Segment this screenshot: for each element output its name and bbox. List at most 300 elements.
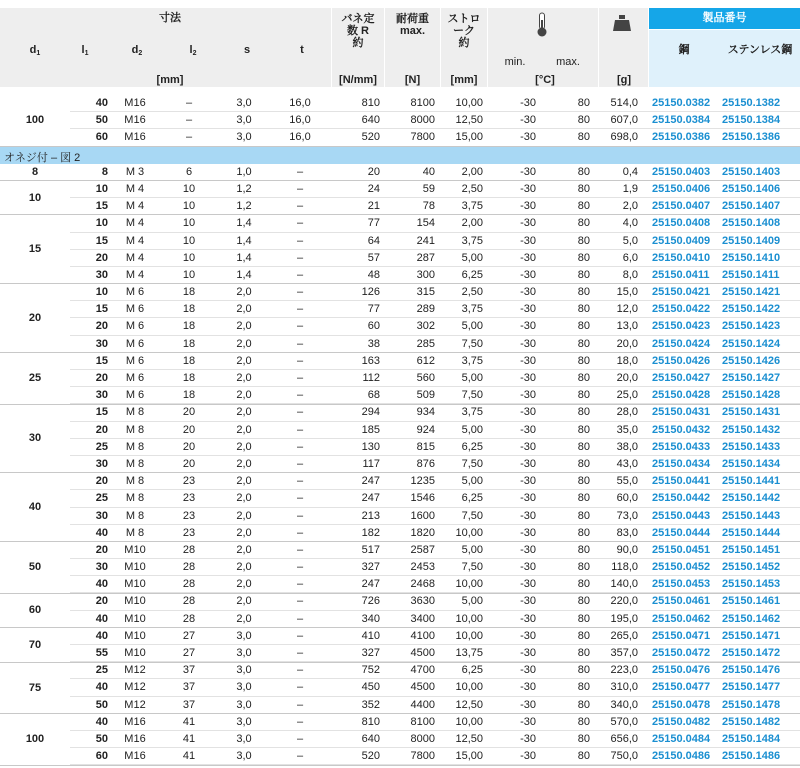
cell-F: 1820 [410, 526, 435, 539]
cell-l2: 18 [182, 354, 196, 367]
cell-tmin: -30 [520, 114, 536, 127]
header-divider [598, 8, 599, 87]
stainless-part-number-link[interactable]: 25150.1432 [722, 423, 781, 436]
cell-F: 287 [416, 251, 435, 264]
group-divider [0, 713, 800, 714]
steel-part-number-link[interactable]: 25150.0486 [652, 750, 711, 763]
group-divider [0, 283, 800, 284]
cell-F: 315 [416, 286, 435, 299]
cell-R: 247 [361, 492, 380, 505]
cell-t: – [296, 732, 304, 745]
cell-d2: M 3 [125, 165, 145, 178]
cell-st: 7,50 [461, 337, 483, 350]
stainless-part-number-link[interactable]: 25150.1428 [722, 389, 781, 402]
cell-R: 520 [361, 750, 380, 763]
col-d1-header: $d_1$ [29, 44, 41, 57]
steel-part-number-link[interactable]: 25150.0441 [652, 475, 711, 488]
steel-part-number-link[interactable]: 25150.0406 [652, 182, 711, 195]
stainless-part-number-link[interactable]: 25150.1478 [722, 698, 781, 711]
cell-tmin: -30 [520, 200, 536, 213]
cell-R: 60 [367, 320, 380, 333]
cell-l1: 40 [95, 629, 108, 642]
steel-part-number-link[interactable]: 25150.0453 [652, 578, 711, 591]
steel-part-number-link[interactable]: 25150.0426 [652, 354, 711, 367]
cell-tmin: -30 [520, 629, 536, 642]
cell-g: 118,0 [611, 561, 638, 574]
cell-st: 7,50 [461, 561, 483, 574]
cell-g: 18,0 [616, 354, 638, 367]
cell-d2: M 6 [125, 320, 145, 333]
cell-st: 2,00 [461, 217, 483, 230]
steel-part-number-link[interactable]: 25150.0433 [652, 440, 711, 453]
cell-tmax: 80 [577, 320, 590, 333]
cell-st: 5,00 [461, 423, 483, 436]
cell-F: 612 [416, 354, 435, 367]
cell-l1: 30 [95, 337, 108, 350]
cell-R: 640 [361, 732, 380, 745]
stainless-part-number-link[interactable]: 25150.1407 [722, 200, 781, 213]
cell-st: 6,25 [461, 268, 483, 281]
cell-R: 126 [361, 286, 380, 299]
steel-part-number-link[interactable]: 25150.0382 [652, 97, 711, 109]
cell-t: – [296, 320, 304, 333]
cell-t: 16,0 [289, 97, 311, 109]
cell-st: 10,00 [455, 578, 483, 591]
cell-F: 924 [416, 423, 435, 436]
cell-d2: M 4 [125, 234, 145, 247]
steel-part-number-link[interactable]: 25150.0424 [652, 337, 711, 350]
steel-part-number-link[interactable]: 25150.0428 [652, 389, 711, 402]
cell-tmax: 80 [577, 595, 590, 608]
cell-g: 570,0 [610, 715, 638, 728]
cell-F: 1235 [410, 475, 435, 488]
group-divider [0, 180, 800, 181]
table-row [0, 456, 800, 473]
cell-t: – [296, 268, 304, 281]
cell-tmin: -30 [520, 698, 536, 711]
cell-t: – [296, 200, 304, 213]
cell-g: 90,0 [616, 543, 638, 556]
steel-part-number-link[interactable]: 25150.0423 [652, 320, 711, 333]
stainless-part-number-link[interactable]: 25150.1471 [722, 629, 781, 642]
stainless-part-number-link[interactable]: 25150.1443 [722, 509, 781, 522]
cell-tmin: -30 [520, 234, 536, 247]
stainless-part-number-link[interactable]: 25150.1426 [722, 354, 781, 367]
stainless-part-number-link[interactable]: 25150.1484 [722, 732, 781, 745]
cell-s: 3,0 [236, 750, 252, 763]
cell-l1: 20 [95, 475, 108, 488]
steel-part-number-link[interactable]: 25150.0431 [652, 406, 711, 419]
cell-l2: 18 [182, 372, 196, 384]
cell-g: 15,0 [616, 286, 638, 299]
cell-l2: 23 [182, 492, 196, 505]
steel-part-number-link[interactable]: 25150.0422 [652, 303, 711, 316]
cell-t: – [296, 612, 304, 625]
cell-t: – [296, 629, 304, 642]
cell-l2: 23 [182, 526, 196, 539]
steel-part-number-link[interactable]: 25150.0407 [652, 200, 711, 213]
cell-d2: M16 [124, 750, 146, 763]
steel-part-number-link[interactable]: 25150.0472 [652, 647, 711, 659]
cell-l1: 8 [101, 165, 108, 178]
cell-l1: 20 [95, 423, 108, 436]
cell-F: 8100 [410, 97, 435, 109]
steel-part-number-link[interactable]: 25150.0403 [652, 165, 711, 178]
cell-tmin: -30 [520, 389, 536, 402]
cell-g: 83,0 [616, 526, 638, 539]
cell-tmax: 80 [577, 337, 590, 350]
cell-d2: M10 [124, 561, 146, 574]
stainless-part-number-link[interactable]: 25150.1441 [722, 475, 781, 488]
cell-t: – [296, 526, 304, 539]
group-divider [0, 662, 800, 663]
cell-s: 2,0 [236, 578, 252, 591]
table-row [0, 181, 800, 198]
stainless-part-number-link[interactable]: 25150.1482 [722, 715, 781, 728]
cell-tmax: 80 [577, 681, 590, 694]
cell-F: 509 [416, 389, 435, 402]
col-s-header: s [243, 44, 251, 56]
table-row [0, 645, 800, 662]
cell-d2: M16 [124, 97, 146, 109]
cell-F: 154 [416, 217, 435, 230]
cell-R: 726 [361, 595, 380, 608]
cell-l2: 18 [182, 303, 196, 316]
stainless-part-number-link[interactable]: 25150.1403 [722, 165, 781, 178]
stainless-part-number-link[interactable]: 25150.1406 [722, 182, 781, 195]
d1-group-label: 30 [0, 405, 70, 473]
cell-l1: 55 [95, 647, 108, 659]
cell-d2: M10 [124, 578, 146, 591]
table-row [0, 628, 800, 645]
d1-group-label: 100 [0, 95, 70, 146]
stainless-part-number-link[interactable]: 25150.1384 [722, 114, 781, 127]
cell-l1: 25 [95, 492, 108, 505]
cell-g: 73,0 [616, 509, 638, 522]
cell-s: 1,4 [236, 268, 252, 281]
steel-part-number-link[interactable]: 25150.0384 [652, 114, 711, 127]
cell-l1: 30 [95, 561, 108, 574]
cell-st: 15,00 [455, 750, 483, 763]
cell-d2: M 8 [125, 526, 145, 539]
cell-st: 6,25 [461, 664, 483, 677]
cell-s: 2,0 [236, 354, 252, 367]
cell-F: 59 [422, 182, 435, 195]
cell-t: – [296, 698, 304, 711]
cell-tmin: -30 [520, 595, 536, 608]
cell-g: 750,0 [610, 750, 638, 763]
steel-part-number-link[interactable]: 25150.0452 [652, 561, 711, 574]
stainless-part-number-link[interactable]: 25150.1486 [722, 750, 781, 763]
steel-part-number-link[interactable]: 25150.0411 [652, 268, 710, 281]
cell-l1: 50 [95, 698, 108, 711]
cell-g: 25,0 [616, 389, 638, 402]
cell-s: 2,0 [236, 286, 252, 299]
cell-tmin: -30 [520, 647, 536, 659]
steel-part-number-link[interactable]: 25150.0476 [652, 664, 711, 677]
cell-s: 2,0 [236, 423, 252, 436]
cell-tmax: 80 [577, 182, 590, 195]
cell-s: 1,4 [236, 217, 252, 230]
table-row [0, 404, 800, 421]
stroke-unit: [mm] [450, 74, 478, 86]
cell-R: 182 [361, 526, 380, 539]
cell-st: 2,50 [461, 182, 483, 195]
cell-st: 5,00 [461, 475, 483, 488]
stainless-part-number-link[interactable]: 25150.1462 [722, 612, 781, 625]
cell-R: 520 [361, 131, 380, 144]
cell-st: 12,50 [455, 732, 483, 745]
cell-l1: 10 [95, 182, 108, 195]
col-t-header: t [300, 44, 304, 56]
cell-R: 48 [367, 268, 380, 281]
cell-t: – [296, 354, 304, 367]
steel-part-number-link[interactable]: 25150.0482 [652, 715, 711, 728]
cell-l2: – [185, 131, 193, 144]
stainless-part-number-link[interactable]: 25150.1409 [722, 234, 781, 247]
cell-tmax: 80 [577, 664, 590, 677]
col-l2-header: $l_2$ [189, 44, 197, 57]
temp-min-label: min. [504, 56, 526, 68]
cell-t: – [296, 492, 304, 505]
cell-t: – [296, 234, 304, 247]
cell-st: 2,00 [461, 165, 483, 178]
cell-R: 327 [361, 561, 380, 574]
cell-g: 656,0 [610, 732, 638, 745]
stainless-part-number-link[interactable]: 25150.1410 [722, 251, 781, 264]
spring-rate-header: バネ定 数 R 約 [341, 13, 375, 49]
stainless-part-number-link[interactable]: 25150.1461 [722, 595, 781, 608]
cell-d2: M10 [124, 647, 146, 659]
cell-tmax: 80 [577, 715, 590, 728]
d1-group-label: 60 [0, 594, 70, 627]
steel-part-number-link[interactable]: 25150.0427 [652, 372, 711, 384]
cell-t: – [296, 182, 304, 195]
cell-d2: M 6 [125, 372, 145, 384]
cell-l1: 20 [95, 372, 108, 384]
cell-d2: M10 [124, 543, 146, 556]
cell-d2: M 6 [125, 303, 145, 316]
stainless-part-number-link[interactable]: 25150.1476 [722, 664, 781, 677]
table-row [0, 490, 800, 507]
cell-l1: 10 [95, 217, 108, 230]
cell-tmax: 80 [577, 492, 590, 505]
cell-R: 112 [362, 372, 380, 384]
steel-part-number-link[interactable]: 25150.0471 [652, 629, 711, 642]
cell-s: 2,0 [236, 440, 252, 453]
cell-l1: 20 [95, 595, 108, 608]
stainless-part-number-link[interactable]: 25150.1422 [722, 303, 781, 316]
cell-l2: 10 [182, 268, 196, 281]
cell-tmin: -30 [520, 664, 536, 677]
stainless-part-number-link[interactable]: 25150.1434 [722, 457, 781, 470]
cell-tmax: 80 [577, 97, 590, 109]
cell-tmin: -30 [520, 543, 536, 556]
cell-t: – [296, 543, 304, 556]
table-row [0, 697, 800, 714]
stainless-part-number-link[interactable]: 25150.1427 [722, 372, 781, 384]
stainless-part-number-link[interactable]: 25150.1452 [722, 561, 781, 574]
cell-F: 289 [416, 303, 435, 316]
cell-d2: M10 [124, 595, 146, 608]
cell-g: 220,0 [610, 595, 638, 608]
d1-group-label: 75 [0, 663, 70, 714]
cell-st: 7,50 [461, 389, 483, 402]
cell-l2: 10 [182, 234, 196, 247]
cell-l2: 20 [182, 423, 196, 436]
d1-group-label: 25 [0, 353, 70, 404]
cell-t: – [296, 286, 304, 299]
group-divider [0, 472, 800, 473]
stainless-header: ステンレス鋼 [727, 44, 793, 56]
steel-part-number-link[interactable]: 25150.0477 [652, 681, 711, 694]
cell-F: 7800 [410, 131, 435, 144]
cell-tmax: 80 [577, 114, 590, 127]
cell-g: 607,0 [610, 114, 638, 127]
cell-d2: M 4 [125, 217, 145, 230]
stainless-part-number-link[interactable]: 25150.1424 [722, 337, 781, 350]
cell-l2: 23 [182, 475, 196, 488]
cell-l2: 27 [182, 647, 196, 659]
d1-group-label: 40 [0, 473, 70, 541]
cell-d2: M 4 [125, 200, 145, 213]
cell-d2: M 6 [125, 354, 145, 367]
stainless-part-number-link[interactable]: 25150.1453 [722, 578, 781, 591]
cell-tmin: -30 [520, 475, 536, 488]
cell-s: 2,0 [236, 475, 252, 488]
stainless-part-number-link[interactable]: 25150.1386 [722, 131, 781, 144]
cell-R: 410 [361, 629, 380, 642]
steel-part-number-link[interactable]: 25150.0434 [652, 457, 711, 470]
steel-part-number-link[interactable]: 25150.0421 [652, 286, 711, 299]
cell-s: 3,0 [236, 681, 252, 694]
cell-t: 16,0 [289, 114, 311, 127]
cell-g: 0,4 [622, 165, 638, 178]
stainless-part-number-link[interactable]: 25150.1411 [722, 268, 780, 281]
cell-tmax: 80 [577, 543, 590, 556]
cell-s: 2,0 [236, 457, 252, 470]
cell-F: 40 [422, 165, 435, 178]
stainless-part-number-link[interactable]: 25150.1442 [722, 492, 781, 505]
spring-rate-unit: [N/mm] [339, 74, 377, 86]
cell-t: – [296, 372, 304, 384]
cell-R: 450 [361, 681, 380, 694]
steel-part-number-link[interactable]: 25150.0451 [652, 543, 711, 556]
cell-l2: – [185, 97, 193, 109]
table-row [0, 473, 800, 490]
stainless-part-number-link[interactable]: 25150.1421 [722, 286, 781, 299]
steel-part-number-link[interactable]: 25150.0484 [652, 732, 711, 745]
weight-icon [612, 14, 632, 32]
stainless-part-number-link[interactable]: 25150.1477 [722, 681, 781, 694]
cell-l1: 50 [95, 114, 108, 127]
cell-t: – [296, 715, 304, 728]
table-row [0, 576, 800, 593]
d1-group-label: 50 [0, 542, 70, 593]
cell-l2: 10 [182, 251, 196, 264]
cell-l2: 41 [182, 732, 196, 745]
stainless-part-number-link[interactable]: 25150.1433 [722, 440, 781, 453]
cell-l2: 28 [182, 561, 196, 574]
cell-g: 1,9 [622, 182, 638, 195]
cell-tmin: -30 [520, 337, 536, 350]
cell-st: 10,00 [455, 612, 483, 625]
stainless-part-number-link[interactable]: 25150.1382 [722, 97, 781, 109]
cell-d2: M12 [124, 664, 146, 677]
steel-part-number-link[interactable]: 25150.0442 [652, 492, 711, 505]
steel-part-number-link[interactable]: 25150.0409 [652, 234, 711, 247]
cell-F: 4400 [410, 698, 435, 711]
cell-F: 815 [416, 440, 435, 453]
cell-t: – [296, 440, 304, 453]
cell-st: 3,75 [461, 234, 483, 247]
steel-part-number-link[interactable]: 25150.0444 [652, 526, 711, 539]
cell-t: – [296, 251, 304, 264]
cell-s: 3,0 [236, 715, 252, 728]
stainless-part-number-link[interactable]: 25150.1472 [722, 647, 781, 659]
steel-part-number-link[interactable]: 25150.0478 [652, 698, 711, 711]
cell-R: 64 [367, 234, 380, 247]
steel-part-number-link[interactable]: 25150.0462 [652, 612, 711, 625]
cell-g: 310,0 [610, 681, 638, 694]
cell-d2: M 8 [125, 423, 145, 436]
table-row [0, 439, 800, 456]
steel-part-number-link[interactable]: 25150.0410 [652, 251, 711, 264]
cell-t: – [296, 165, 304, 178]
steel-part-number-link[interactable]: 25150.0432 [652, 423, 711, 436]
cell-s: 3,0 [236, 97, 252, 109]
cell-st: 5,00 [461, 320, 483, 333]
table-row [0, 215, 800, 232]
cell-t: – [296, 337, 304, 350]
stainless-part-number-link[interactable]: 25150.1431 [722, 406, 781, 419]
cell-s: 3,0 [236, 629, 252, 642]
cell-t: – [296, 750, 304, 763]
cell-s: 1,2 [236, 200, 252, 213]
cell-s: 1,4 [236, 251, 252, 264]
cell-d2: M12 [124, 698, 146, 711]
cell-l1: 50 [95, 732, 108, 745]
cell-tmax: 80 [577, 389, 590, 402]
cell-st: 12,50 [455, 114, 483, 127]
cell-s: 2,0 [236, 492, 252, 505]
cell-l2: 10 [182, 200, 196, 213]
cell-tmax: 80 [577, 406, 590, 419]
cell-l2: 20 [182, 406, 196, 419]
stainless-part-number-link[interactable]: 25150.1408 [722, 217, 781, 230]
cell-g: 12,0 [616, 303, 638, 316]
cell-g: 35,0 [616, 423, 638, 436]
cell-R: 810 [361, 715, 380, 728]
cell-t: 16,0 [289, 131, 311, 144]
table-row [0, 318, 800, 335]
stainless-part-number-link[interactable]: 25150.1423 [722, 320, 781, 333]
steel-part-number-link[interactable]: 25150.0408 [652, 217, 711, 230]
cell-g: 357,0 [610, 647, 638, 659]
cell-st: 7,50 [461, 457, 483, 470]
cell-g: 38,0 [616, 440, 638, 453]
d1-group-label: 10 [0, 181, 70, 214]
steel-part-number-link[interactable]: 25150.0386 [652, 131, 711, 144]
stainless-part-number-link[interactable]: 25150.1444 [722, 526, 781, 539]
stainless-part-number-link[interactable]: 25150.1451 [722, 543, 781, 556]
cell-l1: 15 [95, 200, 108, 213]
cell-d2: M 8 [125, 457, 145, 470]
cell-g: 340,0 [610, 698, 638, 711]
steel-part-number-link[interactable]: 25150.0461 [652, 595, 711, 608]
steel-part-number-link[interactable]: 25150.0443 [652, 509, 711, 522]
table-row [0, 353, 800, 370]
